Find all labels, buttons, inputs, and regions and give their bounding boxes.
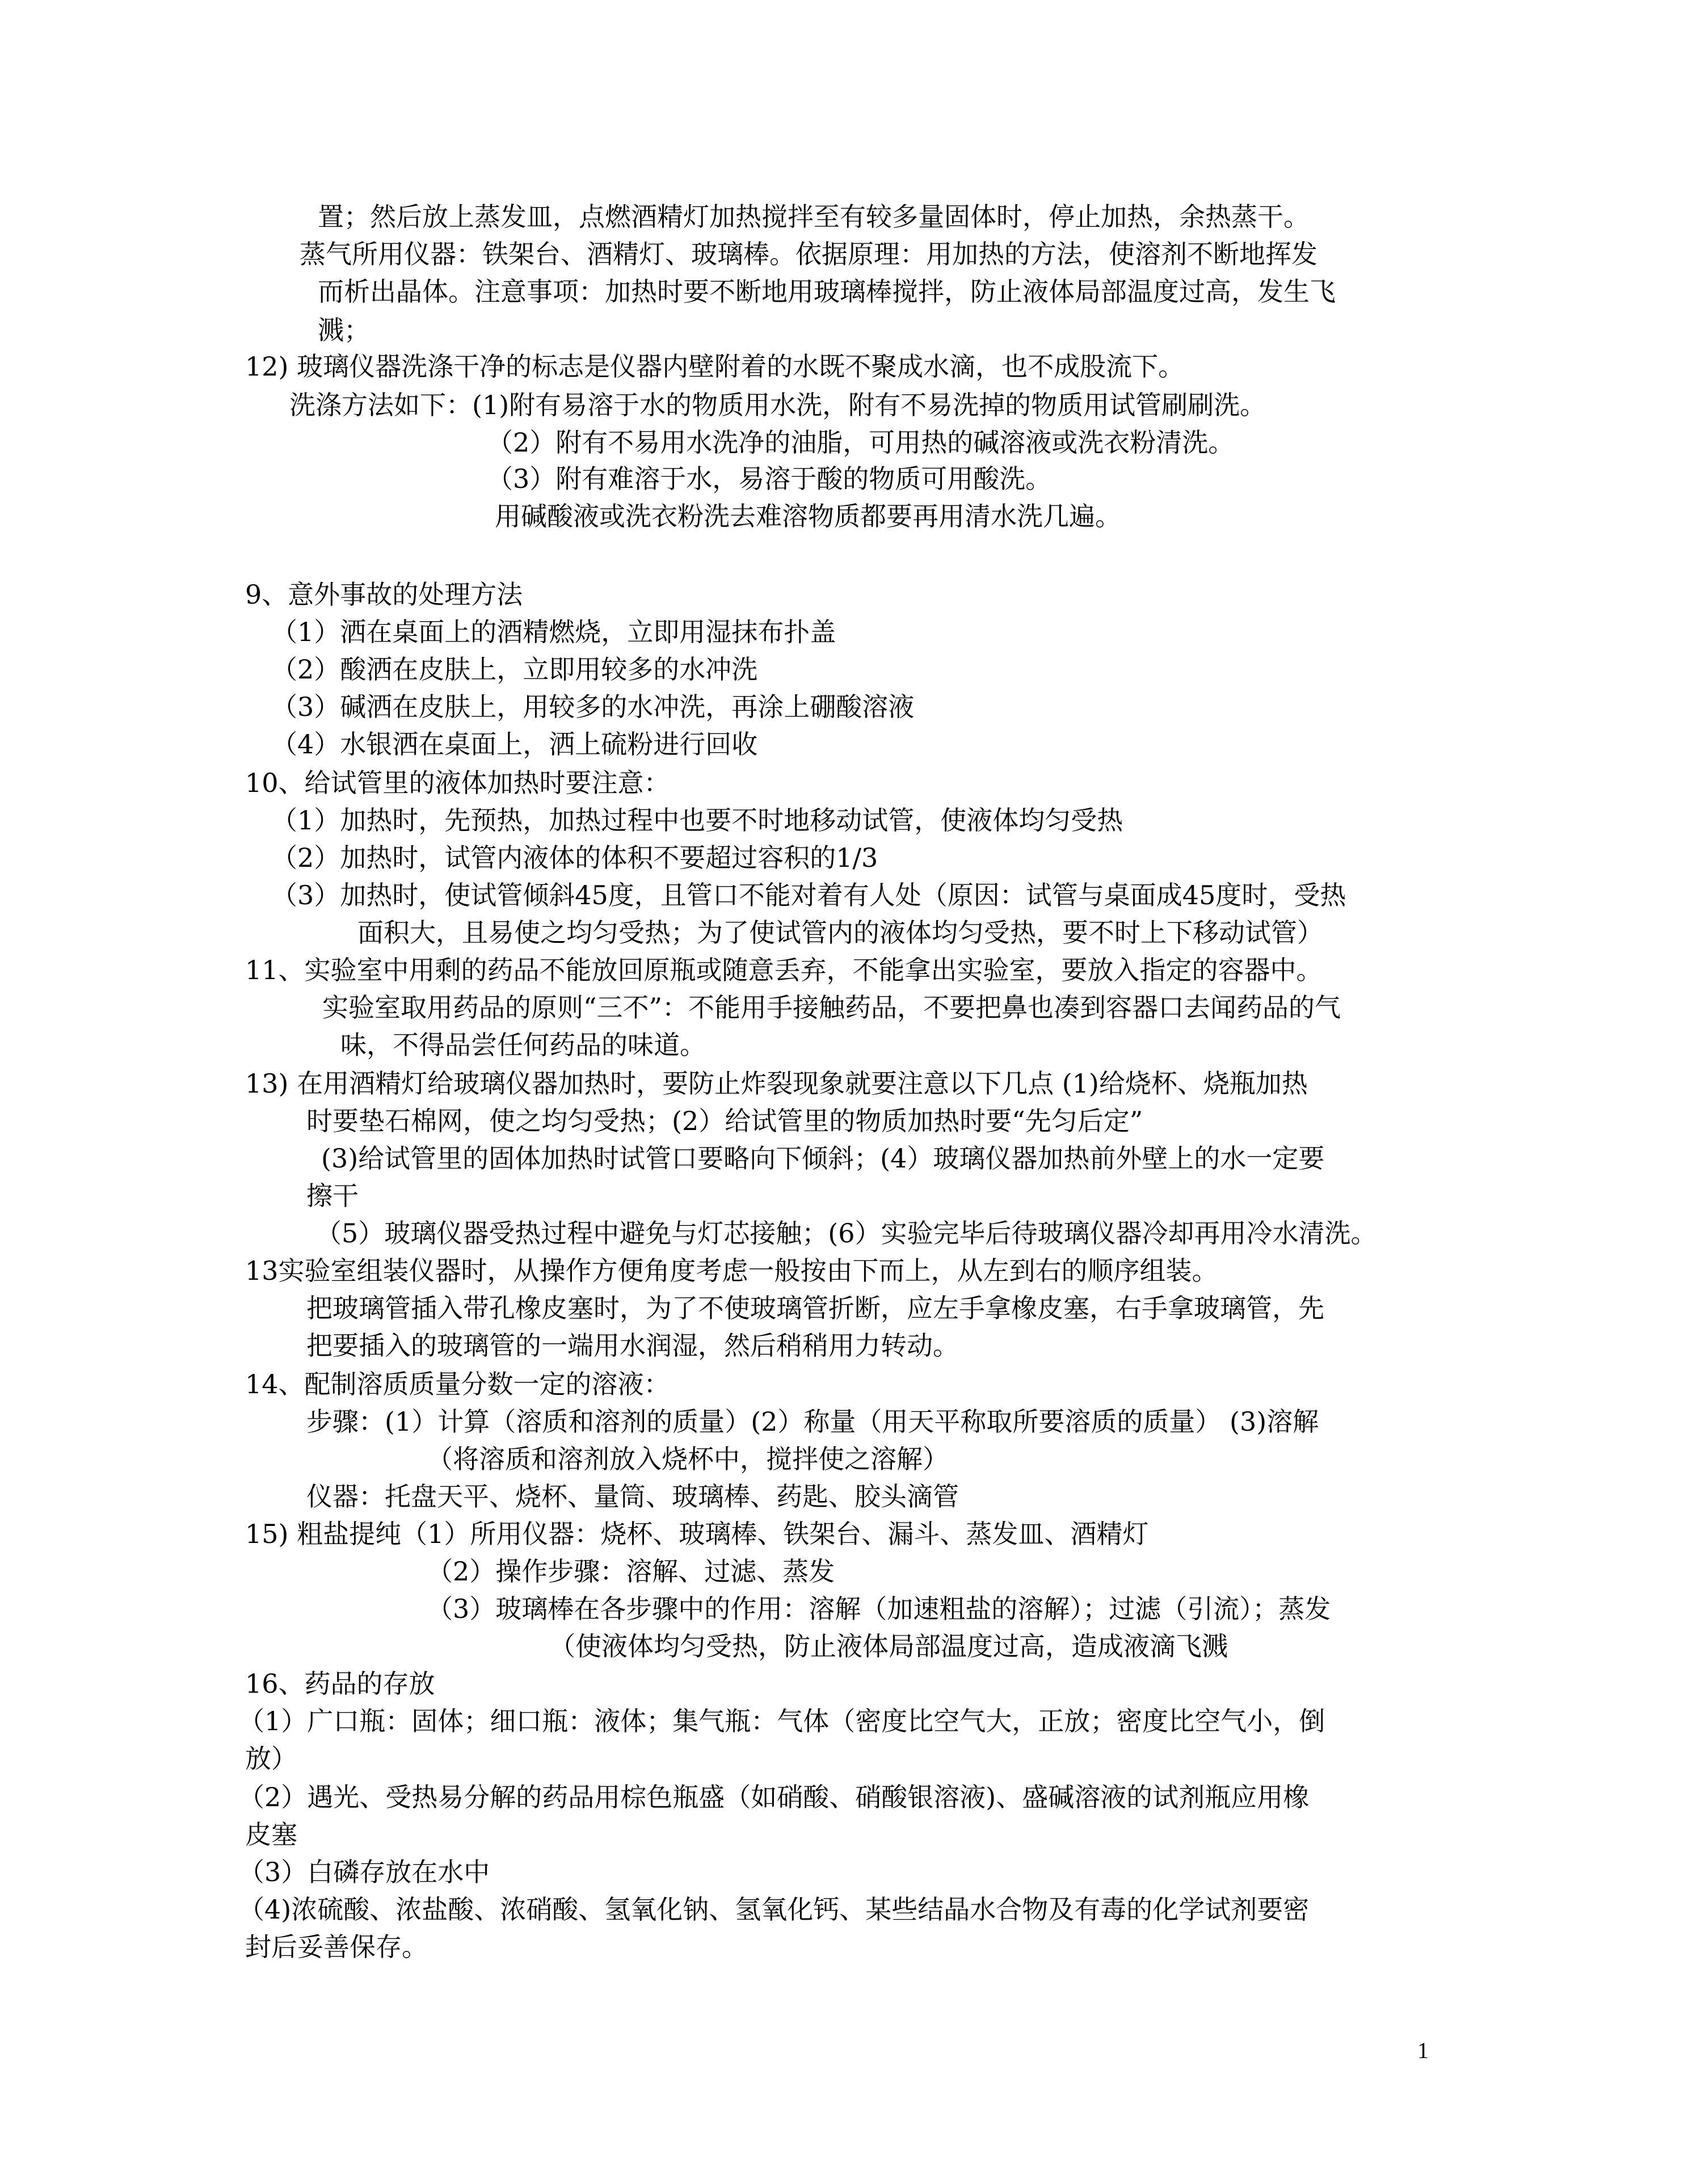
text-line: 溅； xyxy=(318,315,370,345)
text-line: （使液体均匀受热，防止液体局部温度过高，造成液滴飞溅 xyxy=(549,1631,1228,1662)
text-line: 12) 玻璃仪器洗涤干净的标志是仪器内壁附着的水既不聚成水滴，也不成股流下。 xyxy=(245,351,1185,382)
text-line: （1）加热时，先预热，加热过程中也要不时地移动试管，使液体均匀受热 xyxy=(271,805,1123,836)
section-heading: 10、给试管里的液体加热时要注意： xyxy=(245,768,670,798)
section-heading: 13) 在用酒精灯给玻璃仪器加热时，要防止炸裂现象就要注意以下几点 (1)给烧杯、烧瓶加热 xyxy=(245,1068,1308,1099)
text-line: 味，不得品尝任何药品的味道。 xyxy=(340,1030,706,1060)
text-line: 封后妥善保存。 xyxy=(245,1932,428,1962)
page-number: 1 xyxy=(1417,2038,1429,2063)
text-line: （4）水银洒在桌面上，洒上硫粉进行回收 xyxy=(271,729,758,760)
section-heading: 9、意外事故的处理方法 xyxy=(245,579,523,610)
text-line: （1）洒在桌面上的酒精燃烧，立即用湿抹布扑盖 xyxy=(271,617,836,647)
text-line: （将溶质和溶剂放入烧杯中，搅拌使之溶解） xyxy=(427,1444,949,1474)
text-line: 蒸气所用仪器：铁架台、酒精灯、玻璃棒。依据原理：用加热的方法，使溶剂不断地挥发 xyxy=(300,239,1317,269)
section-heading: 16、药品的存放 xyxy=(245,1668,435,1699)
text-line: (3)给试管里的固体加热时试管口要略向下倾斜；(4）玻璃仪器加热前外壁上的水一定要 xyxy=(321,1143,1325,1174)
text-line: （2）遇光、受热易分解的药品用棕色瓶盛（如硝酸、硝酸银溶液)、盛碱溶液的试剂瓶应用橡 xyxy=(238,1782,1310,1812)
text-line: （2）附有不易用水洗净的油脂，可用热的碱溶液或洗衣粉清洗。 xyxy=(487,427,1235,458)
text-line: （3）加热时，使试管倾斜45度，且管口不能对着有人处（原因：试管与桌面成45度时，受热 xyxy=(271,880,1346,910)
text-line: 把要插入的玻璃管的一端用水润湿，然后稍稍用力转动。 xyxy=(306,1330,959,1361)
text-line: （3）附有难溶于水，易溶于酸的物质可用酸洗。 xyxy=(487,463,1052,494)
text-line: 仪器：托盘天平、烧杯、量筒、玻璃棒、药匙、胶头滴管 xyxy=(306,1481,959,1512)
text-line: （3）玻璃棒在各步骤中的作用：溶解（加速粗盐的溶解）；过滤（引流）；蒸发 xyxy=(427,1593,1331,1624)
text-line: 皮塞 xyxy=(245,1819,297,1850)
text-line: （5）玻璃仪器受热过程中避免与灯芯接触；(6）实验完毕后待玻璃仪器冷却再用冷水清洗。 xyxy=(315,1218,1377,1249)
text-line: 用碱酸液或洗衣粉洗去难溶物质都要再用清水洗几遍。 xyxy=(495,501,1121,532)
text-line: 时要垫石棉网，使之均匀受热；(2）给试管里的物质加热时要“先匀后定” xyxy=(306,1106,1143,1136)
text-line: （4)浓硫酸、浓盐酸、浓硝酸、氢氧化钠、氢氧化钙、某些结晶水合物及有毒的化学试剂要密 xyxy=(238,1894,1310,1925)
section-heading: 11、实验室中用剩的药品不能放回原瓶或随意丢弃，不能拿出实验室，要放入指定的容器中。 xyxy=(245,955,1323,985)
text-line: （2）酸洒在皮肤上，立即用较多的水冲洗 xyxy=(271,654,758,685)
text-line: 面积大，且易使之均匀受热；为了使试管内的液体均匀受热，要不时上下移动试管） xyxy=(357,917,1323,948)
text-line: （2）加热时，试管内液体的体积不要超过容积的1/3 xyxy=(271,842,878,873)
text-line: 步骤：(1）计算（溶质和溶剂的质量）(2）称量（用天平称取所要溶质的质量） (3)溶解 xyxy=(306,1406,1319,1437)
section-heading: 14、配制溶质质量分数一定的溶液： xyxy=(245,1369,670,1399)
text-line: （1）广口瓶：固体；细口瓶：液体；集气瓶：气体（密度比空气大，正放；密度比空气小，倒 xyxy=(238,1706,1325,1736)
text-line: 置；然后放上蒸发皿，点燃酒精灯加热搅拌至有较多量固体时，停止加热，余热蒸干。 xyxy=(318,201,1310,232)
text-line: 把玻璃管插入带孔橡皮塞时，为了不使玻璃管折断，应左手拿橡皮塞，右手拿玻璃管，先 xyxy=(306,1293,1324,1323)
text-line: （3）碱洒在皮肤上，用较多的水冲洗，再涂上硼酸溶液 xyxy=(271,692,915,722)
text-line: 放） xyxy=(245,1743,297,1774)
text-line: 实验室取用药品的原则“三不”：不能用手接触药品，不要把鼻也凑到容器口去闻药品的气 xyxy=(322,992,1341,1023)
text-line: 洗涤方法如下：(1)附有易溶于水的物质用水洗，附有不易洗掉的物质用试管刷刷洗。 xyxy=(289,390,1266,420)
section-heading: 15) 粗盐提纯（1）所用仪器：烧杯、玻璃棒、铁架台、漏斗、蒸发皿、酒精灯 xyxy=(245,1519,1149,1549)
text-line: 擦干 xyxy=(306,1180,359,1211)
text-line: （2）操作步骤：溶解、过滤、蒸发 xyxy=(427,1556,835,1587)
text-line: 而析出晶体。注意事项：加热时要不断地用玻璃棒搅拌，防止液体局部温度过高，发生飞 xyxy=(318,276,1336,307)
text-line: （3）白磷存放在水中 xyxy=(238,1857,490,1887)
section-heading: 13实验室组装仪器时，从操作方便角度考虑一般按由下而上，从左到右的顺序组装。 xyxy=(245,1255,1218,1286)
